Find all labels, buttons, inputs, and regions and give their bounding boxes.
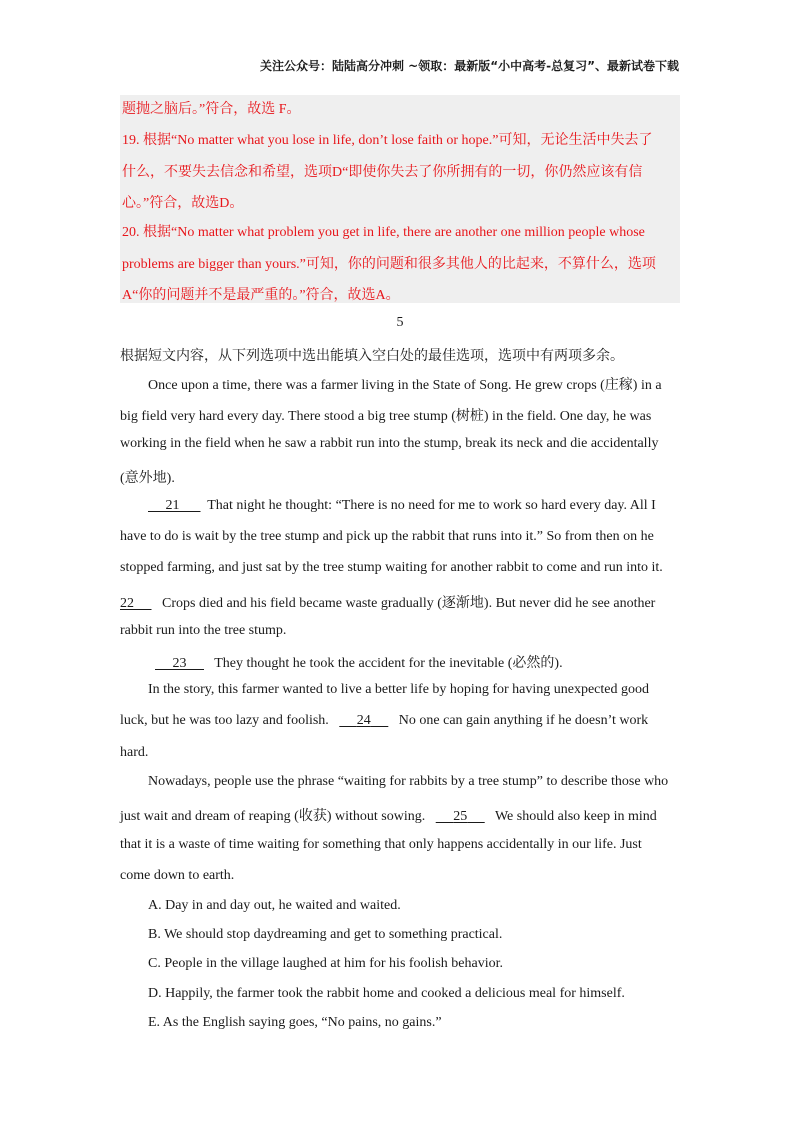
passage-line: have to do is wait by the tree stump and pick up the rabbit that runs into it.” So from then on he [120,529,654,544]
passage-text: That night he thought: “There is no need for me to work so hard every day. All I [207,498,656,513]
option-b: B. We should stop daydreaming and get to something practical. [148,927,503,942]
option-d: D. Happily, the farmer took the rabbit home and cooked a delicious meal for himself. [148,986,625,1001]
passage-line: Once upon a time, there was a farmer living in the State of Song. He grew crops (庄稼) in a [148,378,662,393]
passage-text: No one can gain anything if he doesn’t work [398,713,649,728]
page-header: 关注公众号：陆陆高分冲刺 ~领取：最新版“小中高考-总复习”、最新试卷下载 [260,59,679,73]
answer-explanation-box [120,95,680,303]
blank-22: 22 [120,596,134,611]
passage-text: We should also keep in mind [494,809,657,824]
passage-line: Nowadays, people use the phrase “waiting for rabbits by a tree stump” to describe those who [148,774,669,789]
answer-line: 心。”符合，故选D。 [122,196,244,211]
option-a: A. Day in and day out, he waited and waited. [148,898,401,913]
passage-line [120,592,655,612]
passage-line: In the story, this farmer wanted to live a better life by hoping for having unexpected good [148,682,649,697]
passage-line [120,805,657,825]
passage-line: working in the field when he saw a rabbit run into the stump, break its neck and die accidentally [120,436,659,451]
option-e: E. As the English saying goes, “No pains, no gains.” [148,1015,442,1030]
passage-line: hard. [120,745,149,760]
passage-line: stopped farming, and just sat by the tree stump waiting for another rabbit to come and run into it. [120,560,663,575]
blank-25: 25 [453,809,468,824]
instruction: 根据短文内容，从下列选项中选出能填入空白处的最佳选项，选项中有两项多余。 [120,349,624,364]
passage-line: rabbit run into the tree stump. [120,623,287,638]
answer-line: 20. 根据“No matter what problem you get in life, there are another one million people whose [122,225,645,240]
passage-text: They thought he took the accident for the inevitable (必然的). [214,656,563,671]
passage-text: Crops died and his field became waste gradually (逐渐地). But never did he see another [162,596,656,611]
answer-line: problems are bigger than yours.”可知，你的问题和很多其他人的比起来，不算什么，选项 [122,257,656,272]
answer-line: 题抛之脑后。”符合，故选 F。 [122,102,301,117]
blank-21: 21 [165,498,180,513]
passage-line: that it is a waste of time waiting for something that only happens accidentally in our life. Just [120,837,642,852]
passage-line: come down to earth. [120,868,235,883]
passage-text: just wait and dream of reaping (收获) without sowing. [120,809,426,824]
passage-line [120,713,648,729]
blank-24: 24 [356,713,371,728]
passage-line: (意外地). [120,471,175,486]
answer-line: 19. 根据“No matter what you lose in life, don’t lose faith or hope.”可知，无论生活中失去了 [122,133,653,148]
passage-text: luck, but he was too lazy and foolish. [120,713,329,728]
option-c: C. People in the village laughed at him for his foolish behavior. [148,956,503,971]
answer-line: A“你的问题并不是最严重的。”符合，故选A。 [122,288,400,303]
blank-23: 23 [172,656,187,671]
section-number: 5 [396,315,404,330]
answer-line: 什么，不要失去信念和希望，选项D“即使你失去了你所拥有的一切，你仍然应该有信 [122,165,643,180]
passage-line [148,498,656,514]
passage-line: big field very hard every day. There stood a big tree stump (树桩) in the field. One day, he was [120,409,652,424]
passage-line [155,652,563,672]
